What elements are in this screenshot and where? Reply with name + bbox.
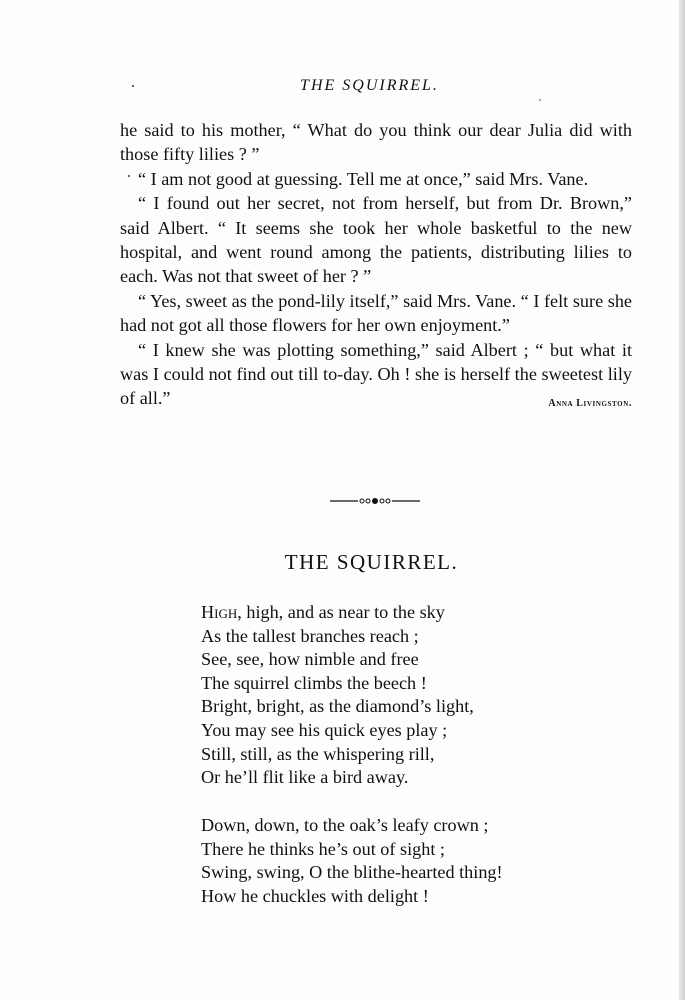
divider-ornament — [330, 494, 420, 508]
paragraph-4: “ Yes, sweet as the pond-lily itself,” said Mrs. Vane. “ I felt sure she had not got all those flowers for her own enjoyment.” — [120, 290, 632, 336]
poem-stanza-2 — [201, 814, 621, 908]
verse-line-5: Bright, bright, as the diamond’s light, — [201, 696, 474, 717]
verse-line-10: There he thinks he’s out of sight ; — [201, 838, 445, 859]
verse-line-7: Still, still, as the whispering rill, — [201, 743, 435, 764]
verse-line-6: You may see his quick eyes play ; — [201, 719, 448, 740]
story-text — [120, 118, 632, 417]
verse-line-8: Or he’ll flit like a bird away. — [201, 767, 409, 788]
verse-line-1 — [201, 601, 621, 625]
dropcap-word: High — [201, 602, 238, 622]
poem-stanza-1 — [201, 601, 621, 790]
paragraph-1: he said to his mother, “ What do you think our dear Julia did with those fifty lilies ? ” — [120, 120, 632, 165]
author-signature: Anna Livingston. — [548, 398, 632, 410]
paragraph-5-text: “ I knew she was plotting something,” said Albert ; “ but what it was I could not find out till to-day. Oh ! she is herself the sweetest lily of all.” — [120, 339, 632, 409]
page-edge-shadow — [679, 0, 685, 1000]
poem-title: THE SQUIRREL. — [284, 550, 459, 574]
paragraph-3: “ I found out her secret, not from herself, but from Dr. Brown,” said Albert. “ It seems she took her whole basketful to the new hospital, and went round among the patients, distributing lilies to each. Was not that sweet of her ? ” — [120, 193, 632, 287]
running-head: THE SQUIRREL. — [300, 77, 439, 94]
verse-line-11: Swing, swing, O the blithe-hearted thing! — [201, 862, 503, 883]
paragraph-2: “ I am not good at guessing. Tell me at once,” said Mrs. Vane. — [138, 168, 589, 189]
verse-line-4: The squirrel climbs the beech ! — [201, 672, 427, 693]
verse-line-1-rest: , high, and as near to the sky — [237, 602, 445, 622]
paragraph-5 — [120, 338, 632, 411]
verse-line-12: How he chuckles with delight ! — [201, 885, 429, 906]
verse-line-3: See, see, how nimble and free — [201, 649, 419, 670]
verse-line-2: As the tallest branches reach ; — [201, 625, 419, 646]
verse-line-9: Down, down, to the oak’s leafy crown ; — [201, 815, 489, 835]
